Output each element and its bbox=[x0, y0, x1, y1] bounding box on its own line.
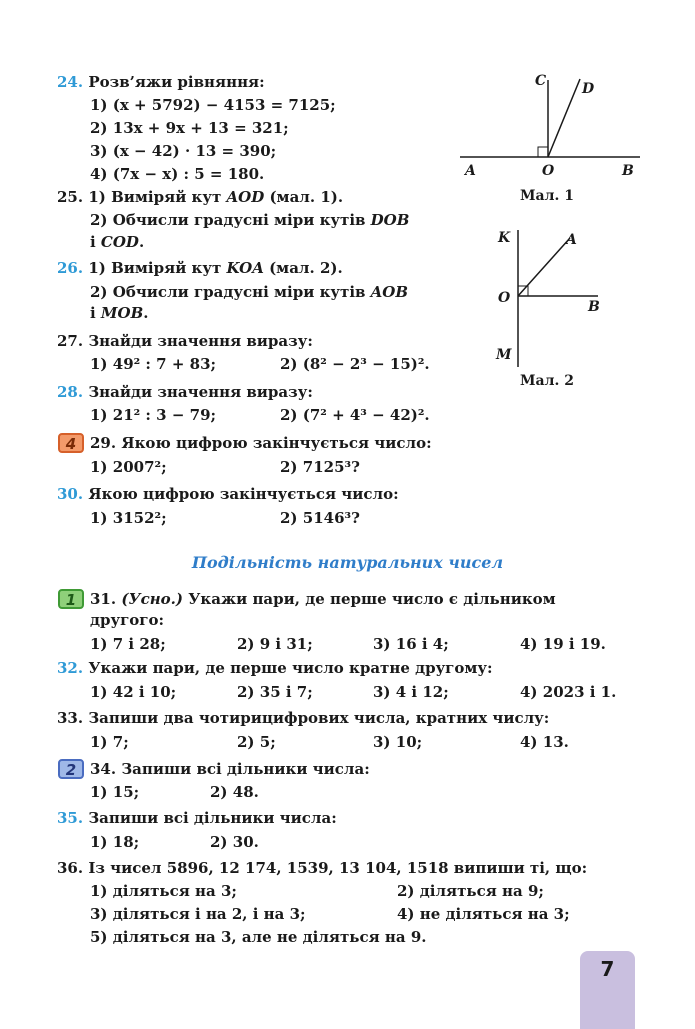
option: 4) не діляться на 3; bbox=[397, 905, 570, 923]
problem-number: 27. bbox=[57, 332, 84, 350]
problem-26-line2 bbox=[90, 282, 408, 302]
level-badge: 1 bbox=[58, 589, 84, 609]
oral-note: (Усно.) bbox=[121, 590, 184, 608]
expression: 2) (8² − 2³ − 15)². bbox=[280, 355, 430, 373]
figure-1 bbox=[455, 65, 645, 185]
label-K: K bbox=[498, 230, 511, 246]
problem-text: Запиши всі дільники числа: bbox=[88, 809, 337, 827]
problem-number: 36. bbox=[57, 859, 84, 877]
problem-25-line2 bbox=[90, 210, 409, 230]
problem-number: 28. bbox=[57, 383, 84, 401]
angle-name: KOA bbox=[226, 259, 264, 277]
problem-36-title bbox=[57, 858, 587, 878]
label-A: A bbox=[465, 163, 476, 179]
problem-27-title bbox=[57, 331, 313, 351]
problem-number: 30. bbox=[57, 485, 84, 503]
section-title: Подільність натуральних чисел bbox=[191, 553, 504, 572]
label-C: C bbox=[535, 73, 547, 89]
problem-text: Якою цифрою закінчується число: bbox=[88, 485, 399, 503]
angle-name: AOD bbox=[226, 188, 265, 206]
problem-text: Укажи пари, де перше число кратне другому: bbox=[88, 659, 493, 677]
text: . bbox=[143, 304, 149, 322]
problem-35-title bbox=[57, 808, 337, 828]
text: (мал. 2). bbox=[263, 259, 343, 277]
problem-25-line1 bbox=[57, 187, 343, 207]
option: 1) 15; bbox=[90, 783, 140, 801]
text: 1) Виміряй кут bbox=[88, 188, 227, 206]
page-number: 7 bbox=[600, 957, 615, 981]
equation: 1) (x + 5792) − 4153 = 7125; bbox=[90, 96, 336, 114]
equation: 2) 13x + 9x + 13 = 321; bbox=[90, 119, 289, 137]
level-badge: 2 bbox=[58, 759, 84, 779]
problem-text: Якою цифрою закінчується число: bbox=[121, 434, 432, 452]
option: 2) 48. bbox=[210, 783, 259, 801]
option: 3) 16 і 4; bbox=[373, 635, 449, 653]
problem-26-line1 bbox=[57, 258, 343, 278]
problem-31-line2: другого: bbox=[90, 611, 165, 629]
problem-text: Укажи пари, де перше число є дільником bbox=[183, 590, 556, 608]
option: 4) 13. bbox=[520, 733, 569, 751]
problem-24-title bbox=[57, 72, 265, 92]
text: 2) Обчисли градусні міри кутів bbox=[90, 211, 371, 229]
option: 2) діляться на 9; bbox=[397, 882, 544, 900]
figure-2-caption: Мал. 2 bbox=[520, 373, 574, 389]
option: 2) 5; bbox=[237, 733, 276, 751]
problem-31-line1 bbox=[90, 589, 556, 609]
text: 1) Виміряй кут bbox=[88, 259, 227, 277]
problem-number: 29. bbox=[90, 434, 117, 452]
level-badge: 4 bbox=[58, 433, 84, 453]
option: 1) 42 і 10; bbox=[90, 683, 177, 701]
option: 2) 35 і 7; bbox=[237, 683, 313, 701]
expression: 2) (7² + 4³ − 42)². bbox=[280, 406, 430, 424]
ray-OD bbox=[548, 79, 580, 157]
problem-number: 25. bbox=[57, 188, 84, 206]
option: 4) 19 і 19. bbox=[520, 635, 606, 653]
label-B: B bbox=[622, 163, 634, 179]
angle-name: AOB bbox=[370, 283, 409, 301]
label-O: O bbox=[542, 163, 555, 179]
problem-text: Розв’яжи рівняння: bbox=[88, 73, 265, 91]
right-angle-mark bbox=[538, 147, 548, 157]
option: 3) діляться і на 2, і на 3; bbox=[90, 905, 306, 923]
problem-text: Запиши два чотирицифрових числа, кратних числу: bbox=[88, 709, 550, 727]
problem-number: 33. bbox=[57, 709, 84, 727]
problem-32-title bbox=[57, 658, 493, 678]
expression: 1) 21² : 3 − 79; bbox=[90, 406, 217, 424]
option: 2) 5146³? bbox=[280, 509, 360, 527]
option: 1) 18; bbox=[90, 833, 140, 851]
text: і bbox=[90, 304, 101, 322]
text: . bbox=[138, 233, 145, 251]
figure-1-caption: Мал. 1 bbox=[520, 188, 574, 204]
option: 3) 4 і 12; bbox=[373, 683, 449, 701]
angle-name: DOB bbox=[370, 211, 410, 229]
problem-text: Знайди значення виразу: bbox=[88, 383, 313, 401]
equation: 3) (x − 42) · 13 = 390; bbox=[90, 142, 277, 160]
problem-number: 26. bbox=[57, 259, 84, 277]
problem-number: 31. bbox=[90, 590, 117, 608]
label-A: A bbox=[566, 232, 577, 248]
option: 4) 2023 і 1. bbox=[520, 683, 617, 701]
ray-OA bbox=[518, 238, 570, 296]
label-M: M bbox=[496, 347, 512, 363]
label-B: B bbox=[588, 299, 600, 315]
problem-number: 32. bbox=[57, 659, 84, 677]
option: 1) 3152²; bbox=[90, 509, 167, 527]
angle-name: COD bbox=[100, 233, 139, 251]
problem-text: Із чисел 5896, 12 174, 1539, 13 104, 1518 випиши ті, що: bbox=[88, 859, 588, 877]
text: і bbox=[90, 233, 101, 251]
expression: 1) 49² : 7 + 83; bbox=[90, 355, 217, 373]
problem-number: 24. bbox=[57, 73, 84, 91]
option: 3) 10; bbox=[373, 733, 423, 751]
problem-number: 35. bbox=[57, 809, 84, 827]
option: 1) 7; bbox=[90, 733, 129, 751]
problem-26-line3 bbox=[90, 303, 149, 323]
text: (мал. 1). bbox=[264, 188, 344, 206]
option: 2) 9 і 31; bbox=[237, 635, 313, 653]
option: 1) діляться на 3; bbox=[90, 882, 237, 900]
problem-text: Запиши всі дільники числа: bbox=[121, 760, 370, 778]
label-D: D bbox=[582, 81, 595, 97]
angle-name: MOB bbox=[100, 304, 144, 322]
problem-number: 34. bbox=[90, 760, 117, 778]
problem-28-title bbox=[57, 382, 313, 402]
option: 1) 2007²; bbox=[90, 458, 167, 476]
problem-29-title bbox=[90, 433, 432, 453]
problem-34-title bbox=[90, 759, 370, 779]
problem-25-line3 bbox=[90, 232, 144, 252]
option: 2) 7125³? bbox=[280, 458, 360, 476]
option: 5) діляться на 3, але не діляться на 9. bbox=[90, 928, 427, 946]
figure-2 bbox=[490, 222, 620, 372]
option: 2) 30. bbox=[210, 833, 259, 851]
label-O: O bbox=[498, 290, 511, 306]
problem-33-title bbox=[57, 708, 549, 728]
problem-30-title bbox=[57, 484, 399, 504]
problem-text: Знайди значення виразу: bbox=[88, 332, 313, 350]
text: 2) Обчисли градусні міри кутів bbox=[90, 283, 371, 301]
equation: 4) (7x − x) : 5 = 180. bbox=[90, 165, 265, 183]
option: 1) 7 і 28; bbox=[90, 635, 166, 653]
